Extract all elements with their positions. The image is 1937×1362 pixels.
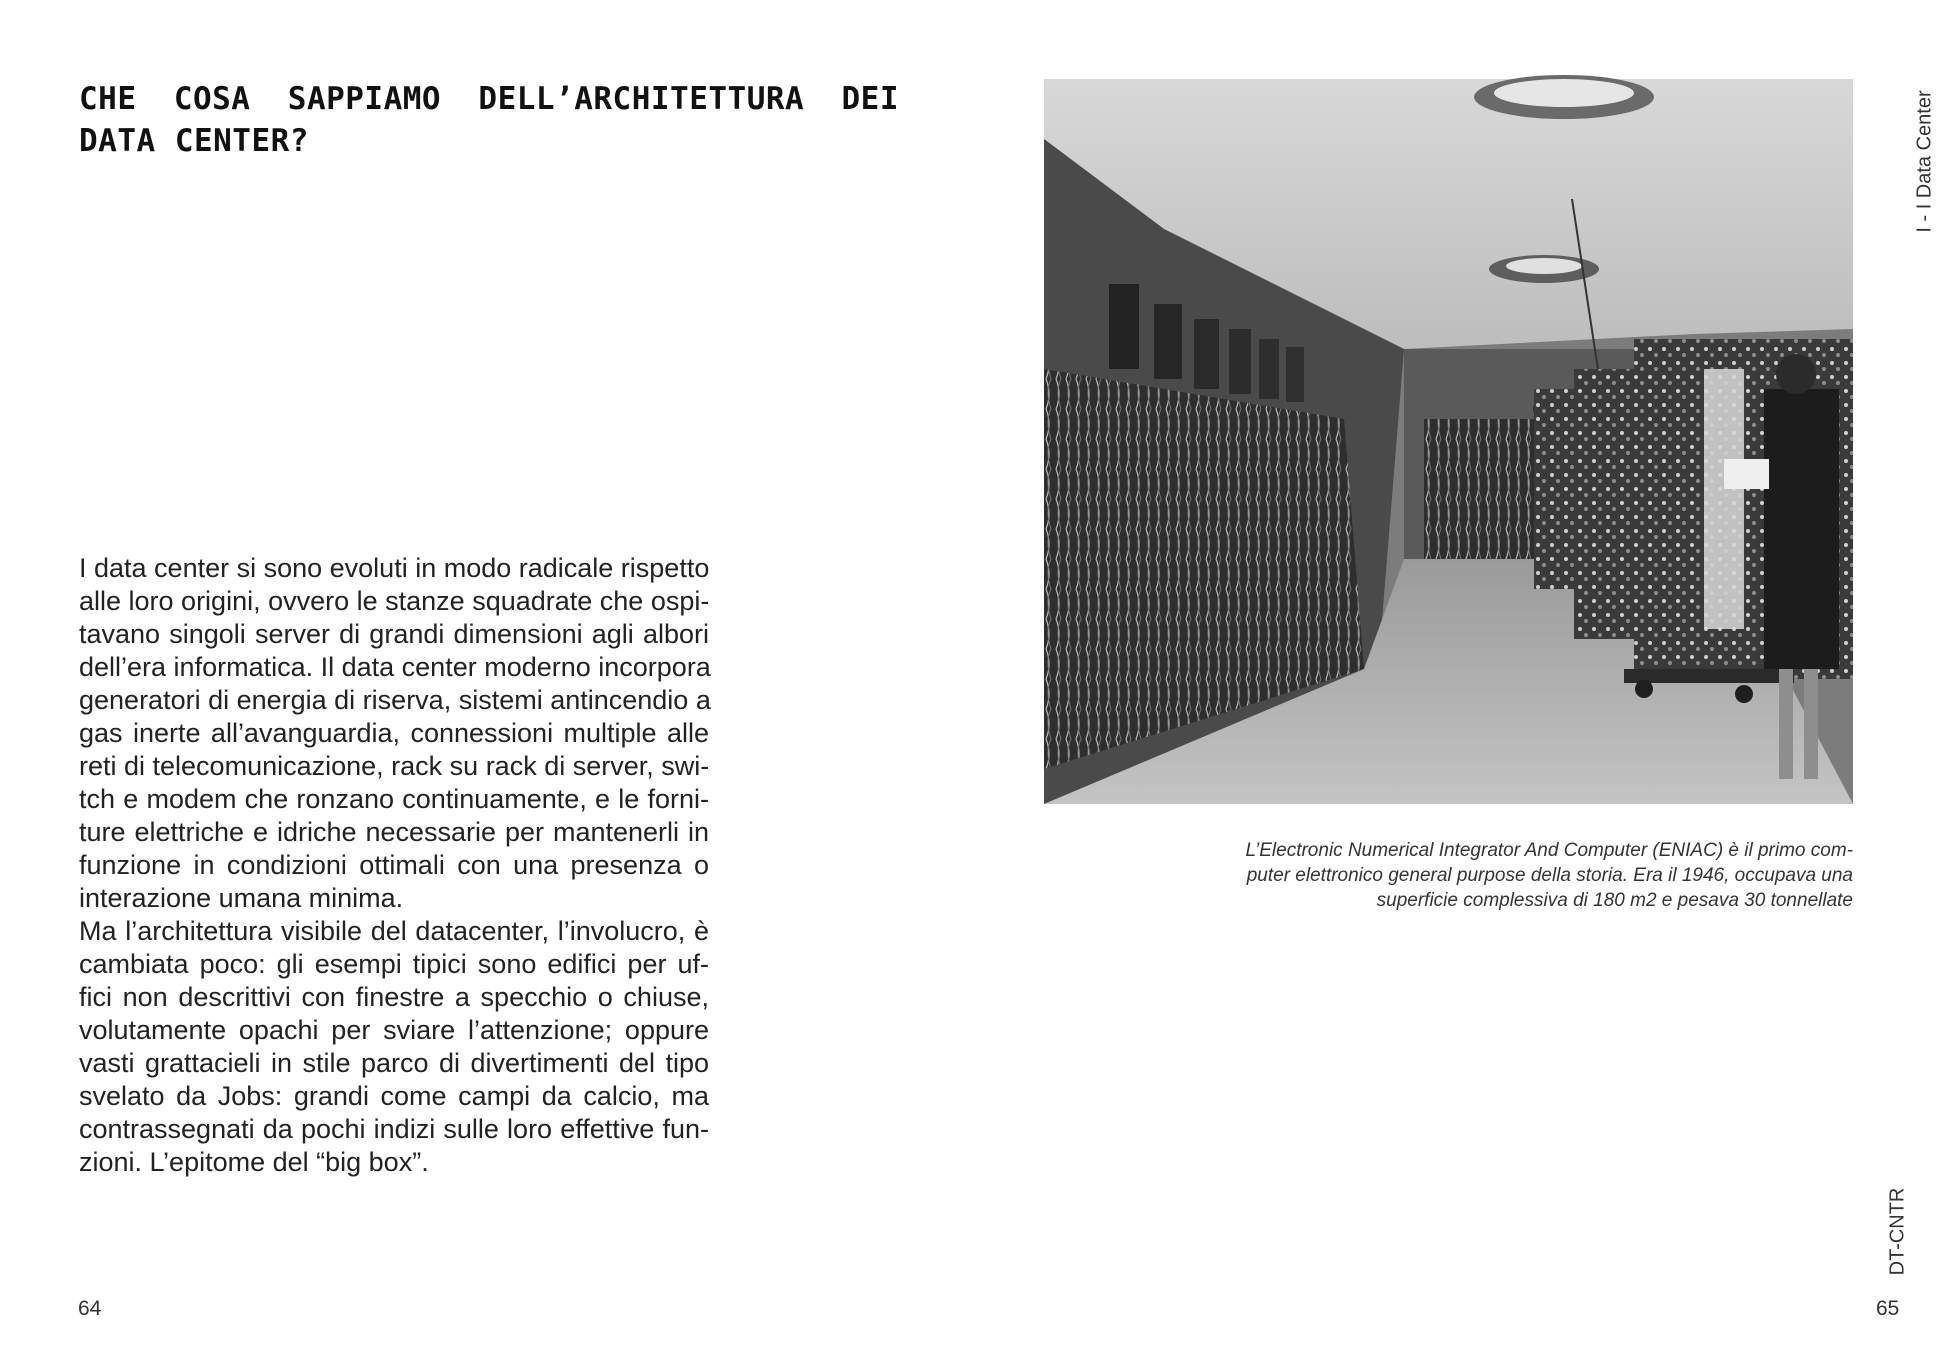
body-line: interazione umana minima. <box>79 883 404 913</box>
chapter-heading <box>79 78 899 162</box>
body-line: contrassegnati da pochi indizi sulle loro effettive fun- <box>79 1114 709 1144</box>
caption-line: superficie complessiva di 180 m2 e pesava 30 tonnellate <box>1376 890 1853 911</box>
caption-line: L’Electronic Numerical Integrator And Computer (ENIAC) è il primo com- <box>1245 840 1853 861</box>
caption-line: puter elettronico general purpose della storia. Era il 1946, occupava una <box>1246 865 1853 886</box>
page-number-left: 64 <box>78 1297 102 1320</box>
body-line: generatori di energia di riserva, sistemi antincendio a <box>79 685 711 715</box>
body-line: cambiata poco: gli esempi tipici sono edifici per uf- <box>79 949 709 979</box>
heading-line-2: DATA CENTER? <box>79 123 309 159</box>
heading-line-1 <box>79 78 899 120</box>
running-footer-brand: DT-CNTR <box>1886 1187 1909 1276</box>
eniac-photo-illustration <box>1044 79 1853 804</box>
body-line: volutamente opachi per sviare l’attenzione; oppure <box>79 1015 709 1045</box>
heading-word: DEI <box>841 81 899 117</box>
body-paragraphs <box>79 552 709 1179</box>
heading-word: SAPPIAMO <box>287 81 442 117</box>
body-line: funzione in condizioni ottimali con una presenza o <box>79 850 709 880</box>
photo-caption <box>1180 838 1853 913</box>
heading-word: DELL’ARCHITETTURA <box>478 81 805 117</box>
body-line: vasti grattacieli in stile parco di divertimenti del tipo <box>79 1048 709 1078</box>
page-number-right: 65 <box>1876 1297 1900 1320</box>
heading-word: COSA <box>173 81 251 117</box>
heading-word: CHE <box>79 81 137 117</box>
running-header-chapter: I - I Data Center <box>1913 90 1936 233</box>
body-line: tch e modem che ronzano continuamente, e le forni- <box>79 784 709 814</box>
eniac-photo <box>1044 79 1853 804</box>
body-line: I data center si sono evoluti in modo radicale rispetto <box>79 553 710 583</box>
body-line: ture elettriche e idriche necessarie per mantenerli in <box>79 817 709 847</box>
body-line: reti di telecomunicazione, rack su rack di server, swi- <box>79 751 710 781</box>
body-line: svelato da Jobs: grandi come campi da calcio, ma <box>79 1081 709 1111</box>
body-line: zioni. L’epitome del “big box”. <box>79 1147 429 1177</box>
body-line: Ma l’architettura visibile del datacenter, l’involucro, è <box>79 916 709 946</box>
body-line: alle loro origini, ovvero le stanze squadrate che ospi- <box>79 586 710 616</box>
body-line: gas inerte all’avanguardia, connessioni multiple alle <box>79 718 709 748</box>
body-line: tavano singoli server di grandi dimensioni agli albori <box>79 619 709 649</box>
woman-figure <box>1764 389 1839 669</box>
body-line: dell’era informatica. Il data center moderno incorpora <box>79 652 711 682</box>
body-line: fici non descrittivi con finestre a specchio o chiuse, <box>79 982 709 1012</box>
